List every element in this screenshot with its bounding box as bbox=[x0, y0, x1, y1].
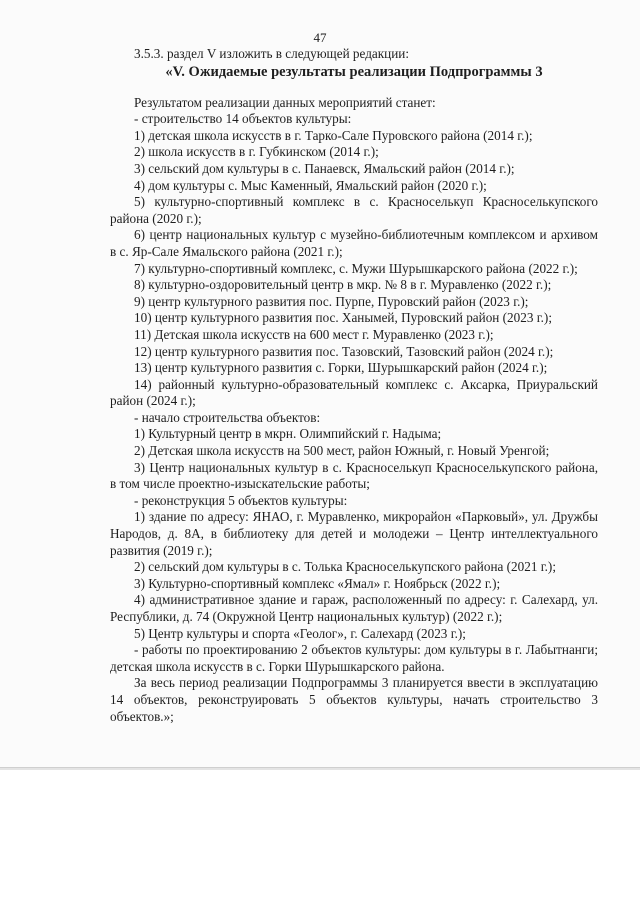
paragraph: - строительство 14 объектов культуры: bbox=[134, 111, 352, 127]
list-item: 12) центр культурного развития пос. Тазовский, Тазовский район (2024 г.); bbox=[134, 343, 554, 359]
list-item: 9) центр культурного развития пос. Пурпе, Пуровский район (2023 г.); bbox=[134, 293, 529, 309]
list-item: 2) сельский дом культуры в с. Толька Красноселькупского района (2021 г.); bbox=[134, 559, 556, 575]
list-item: 2) Детская школа искусств на 500 мест, район Южный, г. Новый Уренгой; bbox=[134, 443, 550, 459]
list-item: 2) школа искусств в г. Губкинском (2014 г.); bbox=[134, 144, 379, 160]
list-item: 1) Культурный центр в мкрн. Олимпийский г. Надыма; bbox=[134, 426, 442, 442]
conclusion-paragraph: За весь период реализации Подпрограммы 3 планируется ввести в эксплуатацию 14 объектов, реконструировать 5 объектов культуры, начать строительство 3 объектов.»; bbox=[110, 675, 598, 724]
list-item: 4) дом культуры с. Мыс Каменный, Ямальский район (2020 г.); bbox=[134, 177, 487, 193]
list-item: 11) Детская школа искусств на 600 мест г. Муравленко (2023 г.); bbox=[134, 326, 494, 342]
paragraph: - реконструкция 5 объектов культуры: bbox=[134, 492, 348, 508]
list-item: 6) центр национальных культур с музейно-библиотечным комплексом и архивом в с. Яр-Сале Ямальского района (2021 г.); bbox=[110, 227, 598, 259]
list-item: 3) сельский дом культуры в с. Панаевск, Ямальский район (2014 г.); bbox=[134, 160, 515, 176]
list-item: 4) административное здание и гараж, расположенный по адресу: г. Салехард, ул. Республики, д. 74 (Окружной Центр национальных культур) (2022 г.); bbox=[110, 592, 598, 624]
list-item: 5) культурно-спортивный комплекс в с. Красноселькуп Красноселькупского района (2020 г.); bbox=[110, 194, 598, 226]
amendment-intro: 3.5.3. раздел V изложить в следующей редакции: bbox=[134, 46, 409, 61]
paragraph: - начало строительства объектов: bbox=[134, 409, 321, 425]
list-item: 13) центр культурного развития с. Горки, Шурышкарский район (2024 г.); bbox=[134, 360, 548, 376]
document-body bbox=[110, 46, 598, 725]
list-item: 8) культурно-оздоровительный центр в мкр. № 8 в г. Муравленко (2022 г.); bbox=[134, 277, 552, 293]
list-item: 1) детская школа искусств в г. Тарко-Сале Пуровского района (2014 г.); bbox=[134, 127, 533, 143]
page-number: 47 bbox=[313, 30, 327, 45]
list-item: 1) здание по адресу: ЯНАО, г. Муравленко, микрорайон «Парковый», ул. Дружбы Народов, д. 8А, в библиотеку для детей и молодежи – Центр интеллектуального развития (2019 г.); bbox=[110, 509, 598, 558]
list-item: 10) центр культурного развития пос. Ханымей, Пуровский район (2023 г.); bbox=[134, 310, 552, 326]
section-heading: «V. Ожидаемые результаты реализации Подпрограммы 3 bbox=[165, 63, 543, 80]
list-item: 3) Центр национальных культур в с. Красноселькуп Красноселькупского района, в том числе проектно-изыскательские работы; bbox=[110, 459, 598, 492]
list-item: 3) Культурно-спортивный комплекс «Ямал» г. Ноябрьск (2022 г.); bbox=[134, 575, 501, 591]
list-item: 5) Центр культуры и спорта «Геолог», г. Салехард (2023 г.); bbox=[134, 625, 466, 641]
paragraph: Результатом реализации данных мероприятий станет: bbox=[134, 94, 436, 110]
list-item: 14) районный культурно-образовательный комплекс с. Аксарка, Приуральский район (2024 г.); bbox=[110, 376, 598, 409]
list-item: 7) культурно-спортивный комплекс, с. Мужи Шурышкарского района (2022 г.); bbox=[134, 260, 578, 276]
paragraph: - работы по проектированию 2 объектов культуры: дом культуры в г. Лабытнанги; детская школа искусств в с. Горки Шурышкарского района. bbox=[110, 642, 598, 674]
